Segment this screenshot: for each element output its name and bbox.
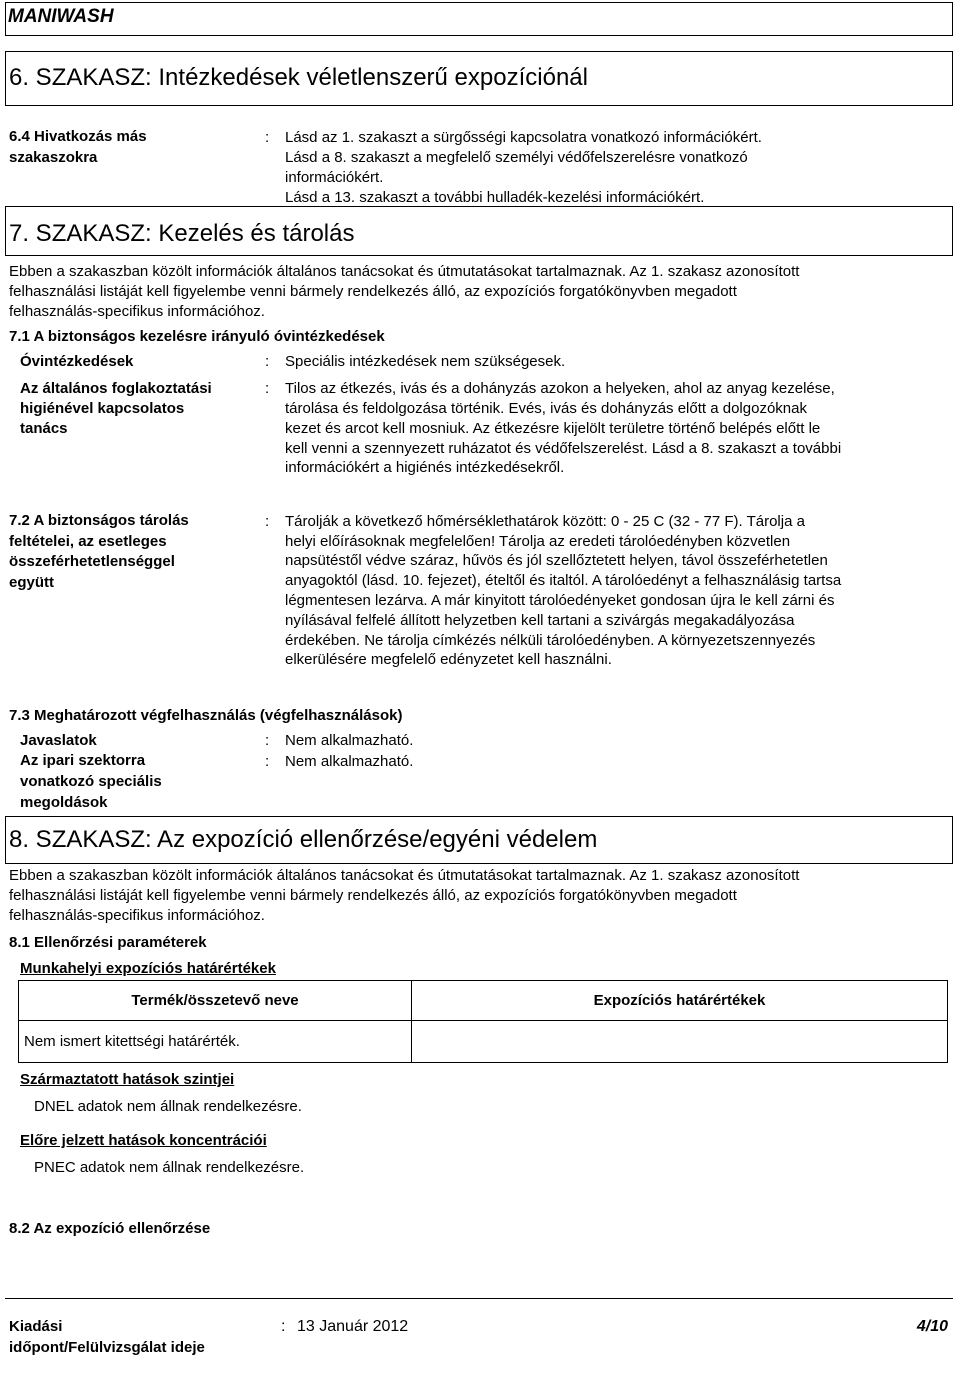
subsection-7-1-title: 7.1 A biztonságos kezelésre irányuló óvintézkedések: [9, 328, 385, 345]
dnel-title: Származtatott hatások szintjei: [20, 1071, 235, 1088]
footer-divider: [5, 1298, 953, 1299]
hygiene-label-line3: tanács: [20, 420, 68, 437]
storage-label-line3: összeférhetetlenséggel: [9, 553, 175, 570]
hygiene-value-line4: kell venni a szennyezett ruházatot és védőfelszerelést. Lásd a 8. szakaszt a további: [285, 440, 842, 457]
colon: :: [265, 380, 270, 397]
colon: :: [265, 753, 270, 770]
table-header-product: Termék/összetevő neve: [19, 981, 412, 1021]
hygiene-label-line1: Az általános foglakoztatási: [20, 380, 212, 397]
hygiene-value-line3: kezet és arcot kell mosniuk. Az étkezésre kijelölt területre történő belépés előtt le: [285, 420, 821, 437]
brand-name: MANIWASH: [8, 6, 114, 27]
section7-intro-line3: felhasználás-specifikus információhoz.: [9, 303, 265, 320]
pnec-title: Előre jelzett hatások koncentrációi: [20, 1132, 267, 1149]
ovintezkedesek-label: Óvintézkedések: [20, 353, 134, 370]
footer-label-line2: időpont/Felülvizsgálat ideje: [9, 1339, 205, 1356]
storage-value-line3: napsütéstől védve száraz, hűvös és jól szellőztetett helyen, távol összeférhetetlen: [285, 552, 828, 569]
ref-value-line3: információkért.: [285, 169, 384, 186]
javaslatok-label: Javaslatok: [20, 732, 97, 749]
colon: :: [265, 513, 270, 530]
storage-value-line8: elkerülésére megfelelő edényzetet kell használni.: [285, 651, 612, 668]
ref-value-line4: Lásd a 13. szakaszt a további hulladék-kezelési információkért.: [285, 189, 705, 206]
hygiene-value-line5: információkért a higiénés intézkedésekről.: [285, 459, 565, 476]
section7-intro-line2: felhasználási listáját kell figyelembe venni bármely rendelkezés álló, az expozíciós forgatókönyvben megadott: [9, 283, 737, 300]
section7-title: 7. SZAKASZ: Kezelés és tárolás: [9, 220, 355, 247]
pnec-text: PNEC adatok nem állnak rendelkezésre.: [34, 1159, 305, 1176]
colon: :: [265, 732, 270, 749]
section8-intro-line1: Ebben a szakaszban közölt információk általános tanácsokat és útmutatásokat tartalmaznak. Az 1. szakasz azonosított: [9, 867, 800, 884]
colon: :: [281, 1318, 286, 1335]
ipari-value: Nem alkalmazható.: [285, 753, 414, 770]
storage-label-line2: feltételei, az esetleges: [9, 533, 167, 550]
storage-label-line4: együtt: [9, 574, 54, 591]
workplace-limits-title: Munkahelyi expozíciós határértékek: [20, 960, 276, 977]
ipari-label-line2: vonatkozó speciális: [20, 773, 162, 790]
ipari-label-line1: Az ipari szektorra: [20, 752, 146, 769]
ref-label-line1: 6.4 Hivatkozás más: [9, 128, 147, 145]
table-cell-product: Nem ismert kitettségi határérték.: [19, 1021, 412, 1063]
ref-value-line2: Lásd a 8. szakaszt a megfelelő személyi védőfelszerelésre vonatkozó: [285, 149, 748, 166]
storage-value-line5: légmentesen lezárva. A már kinyitott tárolóedényeket gondosan újra le kell zárni és: [285, 592, 835, 609]
section8-intro-line3: felhasználás-specifikus információhoz.: [9, 907, 265, 924]
storage-value-line1: Tárolják a következő hőmérséklethatárok között: 0 - 25 C (32 - 77 F). Tárolja a: [285, 513, 805, 530]
subsection-8-2-title: 8.2 Az expozíció ellenőrzése: [9, 1220, 211, 1237]
storage-value-line4: anyagoktól (lásd. 10. fejezet), ételtől és italtól. A tárolóedényt a felhasználásig tartsa: [285, 572, 842, 589]
colon: :: [265, 129, 270, 146]
ovintezkedesek-value: Speciális intézkedések nem szükségesek.: [285, 353, 566, 370]
section8-intro-line2: felhasználási listáját kell figyelembe venni bármely rendelkezés álló, az expozíciós forgatókönyvben megadott: [9, 887, 737, 904]
subsection-8-1-title: 8.1 Ellenőrzési paraméterek: [9, 934, 207, 951]
brand-header-box: [5, 2, 953, 36]
subsection-7-3-title: 7.3 Meghatározott végfelhasználás (végfelhasználások): [9, 707, 403, 724]
page-number: 4/10: [916, 1318, 948, 1335]
javaslatok-value: Nem alkalmazható.: [285, 732, 414, 749]
section8-title: 8. SZAKASZ: Az expozíció ellenőrzése/egyéni védelem: [9, 826, 598, 853]
colon: :: [265, 353, 270, 370]
hygiene-value-line1: Tilos az étkezés, ivás és a dohányzás azokon a helyeken, ahol az anyag kezelése,: [285, 380, 835, 397]
storage-label-line1: 7.2 A biztonságos tárolás: [9, 512, 189, 529]
hygiene-value-line2: tárolása és feldolgozása történik. Evés, ivás és dohányzás előtt a dolgozóknak: [285, 400, 807, 417]
exposure-limits-table: [18, 980, 948, 1063]
storage-value-line7: érdekében. Ne tárolja címkézés nélküli tárolóedényben. A környezetszennyezés: [285, 632, 816, 649]
section7-intro-line1: Ebben a szakaszban közölt információk általános tanácsokat és útmutatásokat tartalmaznak. Az 1. szakasz azonosított: [9, 263, 800, 280]
dnel-text: DNEL adatok nem állnak rendelkezésre.: [34, 1098, 302, 1115]
footer-date: 13 Január 2012: [297, 1318, 409, 1335]
storage-value-line2: helyi előírásoknak megfelelően! Tárolja az eredeti tárolóedényben közvetlen: [285, 533, 791, 550]
section6-title: 6. SZAKASZ: Intézkedések véletlenszerű expozíciónál: [9, 64, 588, 91]
footer-label-line1: Kiadási: [9, 1318, 63, 1335]
table-cell-limits: [412, 1021, 948, 1063]
table-header-limits: Expozíciós határértékek: [412, 981, 948, 1021]
ref-value-line1: Lásd az 1. szakaszt a sürgősségi kapcsolatra vonatkozó információkért.: [285, 129, 762, 146]
ref-label-line2: szakaszokra: [9, 149, 98, 166]
ipari-label-line3: megoldások: [20, 794, 108, 811]
hygiene-label-line2: higiénével kapcsolatos: [20, 400, 185, 417]
storage-value-line6: nyílásával felfelé állított helyzetben kell tartani a szivárgás megakadályozása: [285, 612, 795, 629]
